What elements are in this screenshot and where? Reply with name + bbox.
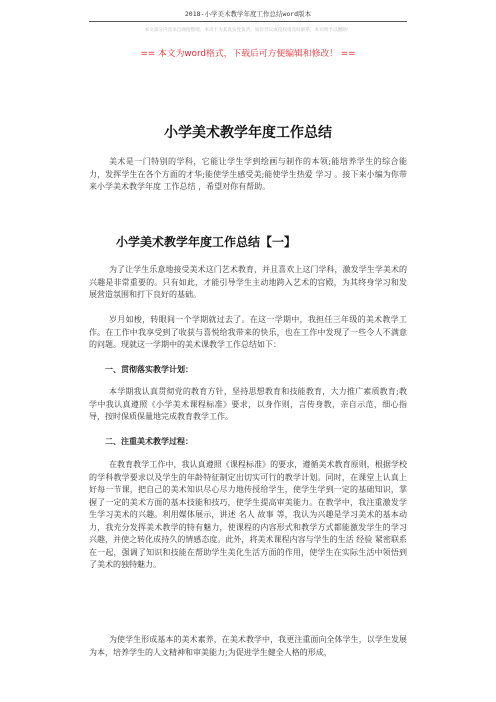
document-header: 2018-小学美术教学年度工作总结word版本 (184, 10, 312, 18)
intro-paragraph: 美术是一门特别的学科，它能让学生学到绘画与制作的本领;能培养学生的综合能力，发挥学生在各个方面的才华;能使学生感受美;能使学生热爱 学习 。接下来小编为你带来小学美术教学年度 工作总结 ，希望对你有帮助。 (89, 157, 407, 191)
subheading-1: 一、贯彻落实教学计划： (105, 365, 193, 374)
paragraph-5: 为使学生形成基本的美术素养，在美术教学中，我更注重面向全体学生，以学生发展为本，培养学生的人文精神和审美能力;为促进学生健全人格的形成， (89, 635, 407, 657)
document-title: 小学美术教学年度工作总结 (164, 125, 332, 141)
header-divider (89, 21, 407, 22)
subheading-2: 二、注重美术教学过程： (105, 437, 193, 446)
word-format-banner: == 本文为word格式，下载后可方便编辑和修改！ == (140, 49, 356, 59)
paragraph-2: 岁月如梭，转眼间一个学期就过去了。在这一学期中，我担任三年级的美术教学工作。在工作中我享受到了收获与喜悦给我带来的快乐，也在工作中发现了一些令人不满意的问题。现就这一学期中的美术课教学工作总结如下： (89, 315, 407, 349)
section-title: 小学美术教学年度工作总结【一】 (116, 235, 297, 249)
paragraph-3: 本学期我认真贯彻党的教育方针，坚持思想教育和技能教育，大力推广素质教育;教学中我认真遵照《小学美术课程标准》要求，以身作则，言传身教，亲自示范，细心指导，按时保质保量地完成教育教学工作。 (89, 387, 407, 421)
paragraph-1: 为了让学生乐意地接受美术这门艺术教育，并且喜欢上这门学科，激发学生学美术的兴趣是非常重要的。只有如此，才能引导学生主动地跨入艺术的宫殿，为其终身学习和发展营造氛围和打下良好的基础。 (89, 265, 407, 299)
disclaimer-text: 本文部分内容来自网络整理，本司不为其真实性负责，如有异议或侵权请及时联系，本司将予以删除！ (144, 28, 352, 33)
paragraph-4: 在教育教学工作中，我认真遵照《课程标准》的要求，遵循美术教育原则，根据学校的学科教学要求以及学生的年龄特征制定出切实可行的教学计划。同时，在课堂上认真上好每一节课，把自己的美术知识尽心尽力地传授给学生，使学生学到一定的基础知识，掌握了一定的美术方面的基本技能和技巧，使学生提高审美能力。在教学中，我注重激发学生学习美术的兴趣。利用媒体展示，讲述 名人 故事 等，我认为兴趣是学习美术的基本动力，我充分发挥美术教学的特有魅力，使课程的内容形式和教学方式都能激发学生的学习兴趣，并使之转化成持久的情感态度。此外，将美术课程内容与学生的生活 经验 紧密联系在一起，强调了知识和技能在帮助学生美化生活方面的作用，使学生在实际生活中领悟到了美术的独特魅力。 (89, 460, 407, 569)
